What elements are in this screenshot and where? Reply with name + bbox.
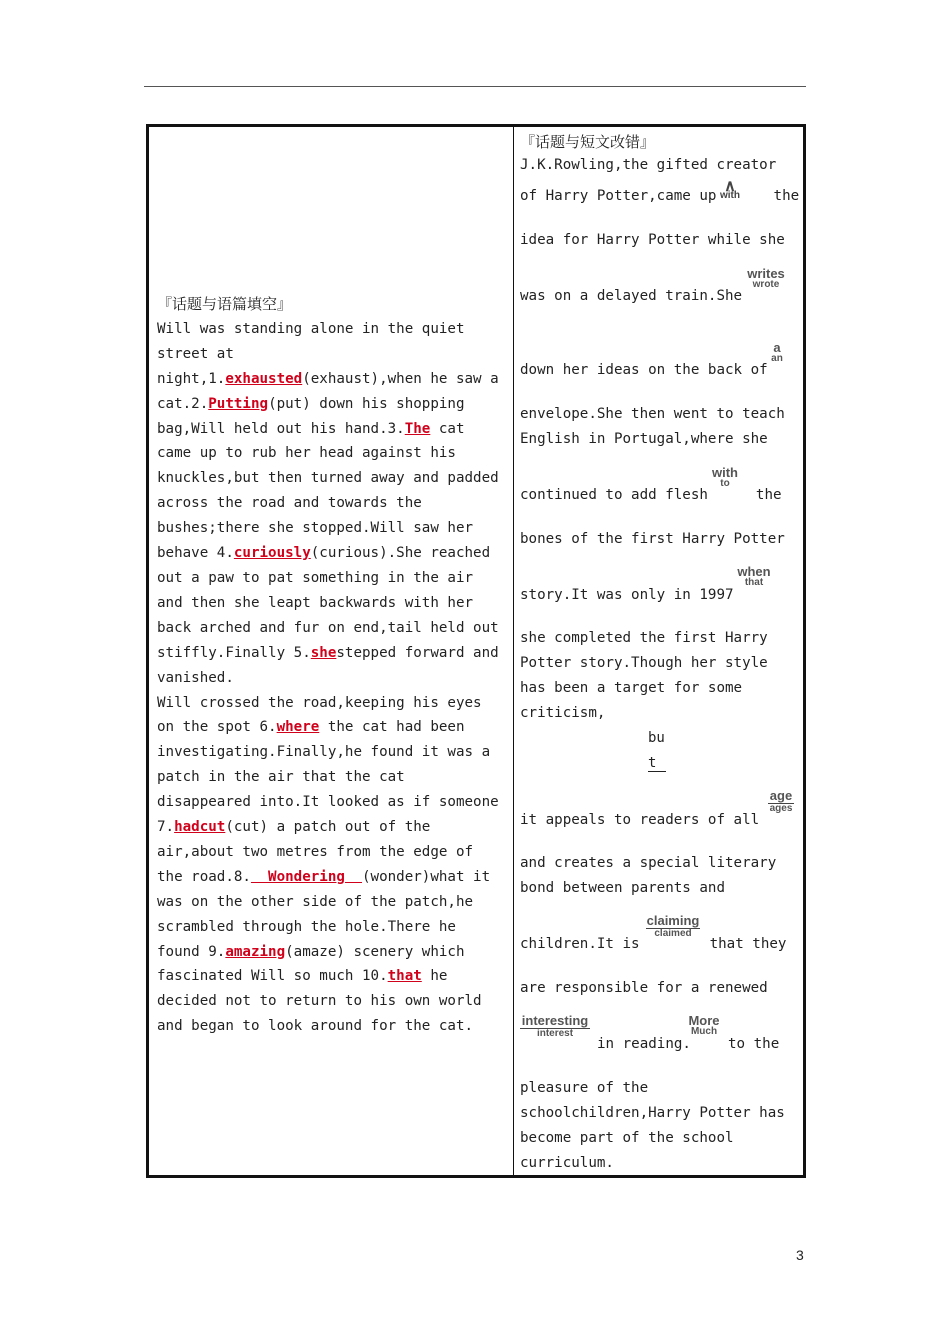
text-line: children.It is that they [520, 936, 787, 952]
correction-when: when that [737, 564, 771, 588]
answer-7: hadcut [174, 819, 226, 836]
text-line: bond between parents and [520, 880, 725, 896]
text-line: become part of the school [520, 1130, 734, 1146]
correction-with: with to [712, 465, 738, 489]
answer-9: amazing [225, 943, 286, 960]
answer-2: Putting [208, 395, 269, 412]
header-rule [144, 86, 806, 87]
correction-age: age ages [769, 788, 793, 814]
cloze-heading: 『话题与语篇填空』 [157, 295, 293, 313]
text-line: continued to add flesh the [520, 487, 782, 503]
correction-a: a an [771, 340, 783, 364]
correction-claiming: claiming claimed [646, 913, 700, 939]
text-line: and creates a special literary [520, 855, 777, 871]
column-divider [513, 127, 514, 1175]
text-line: bones of the first Harry Potter [520, 531, 785, 547]
text-line: curriculum. [520, 1155, 614, 1171]
text-line: schoolchildren,Harry Potter has [520, 1105, 785, 1121]
text-line: to the [728, 1036, 780, 1052]
insertion-mark: ∧ with [720, 178, 740, 201]
correction-interesting: interesting interest [521, 1013, 589, 1039]
text-line: idea for Harry Potter while she [520, 232, 785, 248]
exercise-table [146, 124, 806, 1178]
cloze-column [157, 292, 507, 1039]
answer-8: Wondering [250, 868, 363, 885]
page-number: 3 [796, 1247, 804, 1263]
text-line: envelope.She then went to teach [520, 406, 785, 422]
text-line: she completed the first Harry [520, 630, 768, 646]
answer-6: where [276, 719, 320, 736]
text-line: story.It was only in 1997 [520, 587, 734, 603]
text-line: pleasure of the [520, 1080, 649, 1096]
correction-more: More Much [688, 1013, 720, 1037]
text-line: are responsible for a renewed [520, 980, 768, 996]
correction-writes: writes wrote [747, 266, 785, 290]
correction-heading: 『话题与短文改错』 [520, 133, 656, 151]
error-correction-column [520, 127, 802, 1175]
caret-icon: ∧ [724, 178, 736, 195]
answer-1: exhausted [225, 370, 303, 387]
text-line: of Harry Potter,came up the [520, 188, 800, 204]
answer-3: The [404, 420, 431, 437]
text-line: English in Portugal,where she [520, 431, 768, 447]
text-line: down her ideas on the back of [520, 362, 768, 378]
text-line: it appeals to readers of all [520, 812, 760, 828]
inserted-but-part1: bu [648, 730, 665, 746]
text-line: J.K.Rowling,the gifted creator [520, 157, 777, 173]
text-line: in reading. [597, 1036, 691, 1052]
cloze-passage: Will was standing alone in the quiet street at night,1.exhausted(exhaust),when he saw a cat.2.Putting(put) down his shopping bag,Will held out his hand.3.The cat came up to rub her head against his knuckles,but then turned away and padded across the road and towards the bushes;there she stopped.Will saw her behave 4.curiously(curious).She reached out a paw to pat something in the air and then she leapt backwards with her back arched and fur on end,tail held out stiffly.Finally 5.shestepped forward and vanished. [157, 320, 499, 686]
text-line: has been a target for some [520, 680, 743, 696]
answer-4: curiously [233, 545, 311, 562]
answer-10: that [387, 968, 422, 985]
cloze-passage-2: Will crossed the road,keeping his eyes on the spot 6.where the cat had been investigating.Finally,he found it was a patch in the air that the cat disappeared into.It looked as if someone 7.hadcut(cut) a patch out of the air,about two metres from the edge of the road.8. Wondering (wonder)what it was on the other side of the patch,he scrambled through the hole.There he found 9.amazing(amaze) scenery which fascinated Will so much 10.that he decided not to return to his own world and began to look around for the cat. [157, 694, 499, 1035]
text-line: criticism, [520, 705, 606, 721]
inserted-but-part2: t [648, 755, 666, 772]
answer-5: she [310, 644, 337, 661]
text-line: was on a delayed train.She [520, 288, 743, 304]
text-line: Potter story.Though her style [520, 655, 768, 671]
